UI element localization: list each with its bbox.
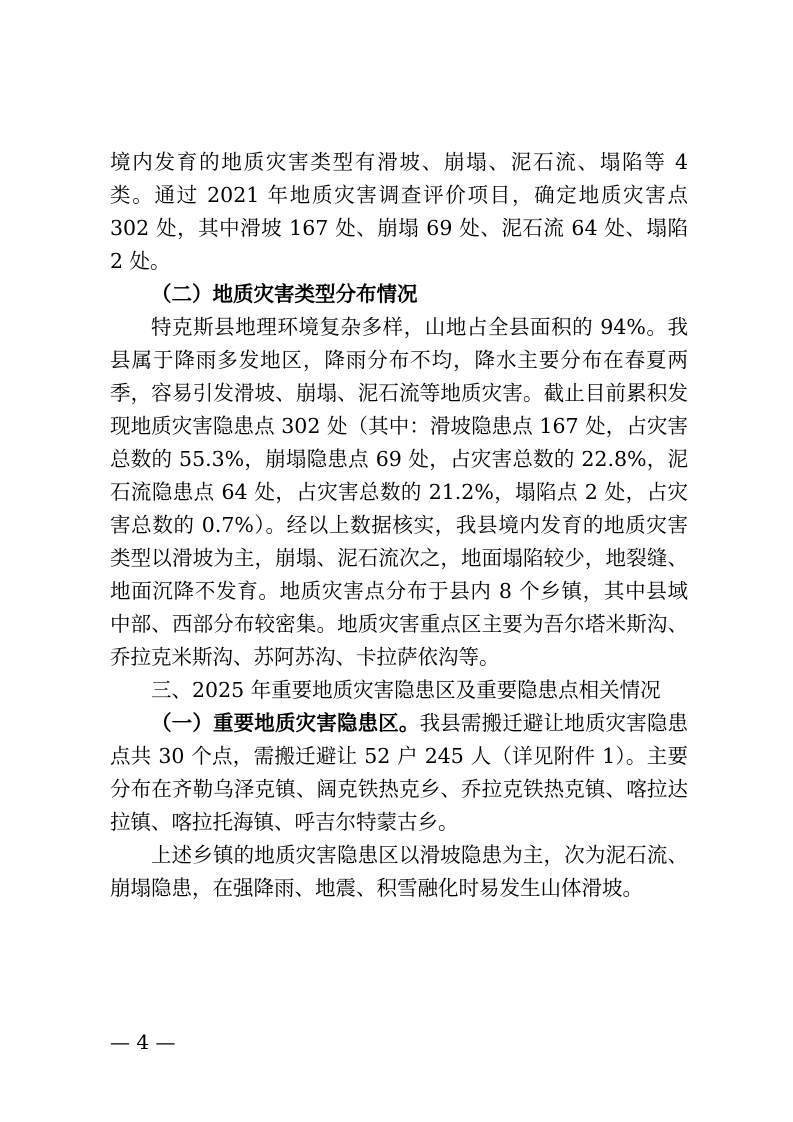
paragraph-lead-heading: （一）重要地质灾害隐患区。 (151, 711, 420, 735)
paragraph-key-areas (110, 707, 688, 839)
body-text (110, 146, 688, 905)
section-heading-key-areas: 三、2025 年重要地质灾害隐患区及重要隐患点相关情况 (151, 678, 661, 702)
paragraph-hazard-summary: 上述乡镇的地质灾害隐患区以滑坡隐患为主，次为泥石流、崩塌隐患，在强降雨、地震、积雪融化时易发生山体滑坡。 (110, 843, 688, 900)
paragraph-distribution: 特克斯县地理环境复杂多样，山地占全县面积的 94%。我县属于降雨多发地区，降雨分布不均，降水主要分布在春夏两季，容易引发滑坡、崩塌、泥石流等地质灾害。截止目前累积发现地质灾害隐患点 302 处（其中：滑坡隐患点 167 处，占灾害总数的 55.3%，崩塌隐患点 69 处，占灾害总数的 22.8%，泥石流隐患点 64 处，占灾害总数的 21.2%，塌陷点 2 处，占灾害总数的 0.7%）。经以上数据核实，我县境内发育的地质灾害类型以滑坡为主，崩塌、泥石流次之，地面塌陷较少，地裂缝、地面沉降不发育。地质灾害点分布于县内 8 个乡镇，其中县域中部、西部分布较密集。地质灾害重点区主要为吾尔塔米斯沟、乔拉克米斯沟、苏阿苏沟、卡拉萨依沟等。 (110, 315, 688, 669)
paragraph-key-areas-text: 我县需搬迁避让地质灾害隐患点共 30 个点，需搬迁避让 52 户 245 人（详见附件 1）。主要分布在齐勒乌泽克镇、阔克铁热克乡、乔拉克铁热克镇、喀拉达拉镇、喀拉托海镇、呼吉尔特蒙古乡。 (110, 711, 689, 834)
section-heading-distribution: （二）地质灾害类型分布情况 (151, 282, 418, 306)
paragraph-hazard-types: 境内发育的地质灾害类型有滑坡、崩塌、泥石流、塌陷等 4 类。通过 2021 年地质灾害调查评价项目，确定地质灾害点 302 处，其中滑坡 167 处、崩塌 69 处、泥石流 64 处、塌陷 2 处。 (110, 150, 688, 273)
page-number: — 4 — (110, 1030, 176, 1054)
